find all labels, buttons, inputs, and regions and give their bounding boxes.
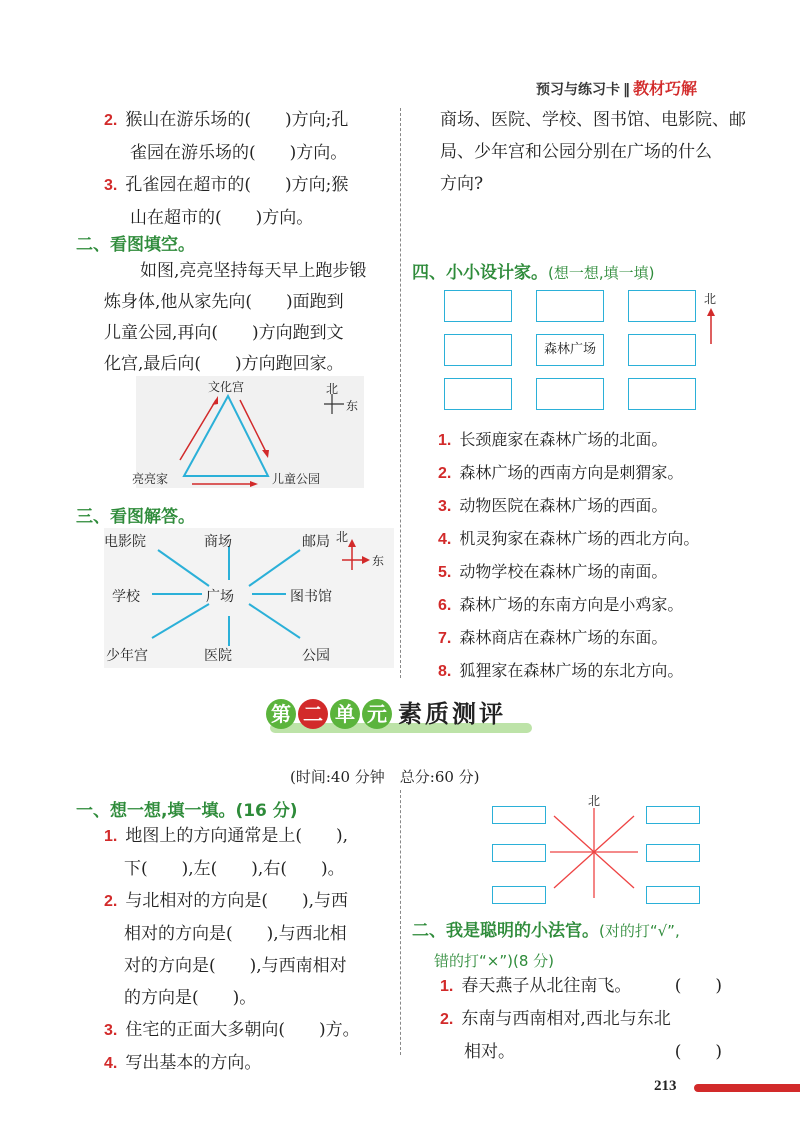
item-num: 1. — [440, 978, 454, 995]
q-line: 与北相对的方向是( ),与西 — [125, 891, 349, 911]
item-num: 8. — [438, 663, 452, 680]
item-num: 2. — [438, 465, 452, 482]
item-text: 森林广场的西南方向是刺猬家。 — [459, 463, 684, 482]
list-item — [438, 622, 699, 655]
item-text: 动物学校在森林广场的南面。 — [459, 562, 668, 581]
grid-box-w[interactable] — [444, 334, 512, 366]
page-header — [536, 76, 697, 99]
q-line: 写出基本的方向。 — [125, 1053, 262, 1073]
exam-section-2-title — [412, 916, 680, 976]
item-num: 3. — [438, 498, 452, 515]
item-text: 森林广场的东南方向是小鸡家。 — [459, 595, 684, 614]
page-number-bar — [694, 1084, 800, 1092]
q-line: 的方向是( )。 — [124, 988, 257, 1008]
sec4-subtitle: (想一想,填一填) — [548, 264, 655, 282]
compass-box-w[interactable] — [492, 844, 546, 862]
item-line: 山在超市的( )方向。 — [130, 208, 314, 228]
compass-box-nw[interactable] — [492, 806, 546, 824]
q-line: 对的方向是( ),与西南相对 — [124, 956, 347, 976]
compass-north-label: 北 — [588, 794, 601, 808]
item-text: 狐狸家在森林广场的东北方向。 — [459, 661, 684, 680]
label-childrens-park: 儿童公园 — [272, 472, 321, 486]
sec2-title-line2: 错的打“×”)(8 分) — [434, 952, 554, 970]
grid-box-n[interactable] — [536, 290, 604, 322]
q-line: 下( ),左( ),右( )。 — [124, 859, 345, 879]
header-divider: ‖ — [623, 82, 630, 98]
q3-line: 商场、医院、学校、图书馆、电影院、邮 — [440, 110, 746, 130]
q-line: 相对。 — [464, 1042, 515, 1062]
sec2-title-text: 二、我是聪明的小法官。 — [412, 921, 599, 941]
q-line: 住宅的正面大多朝向( )方。 — [125, 1020, 360, 1040]
sec2-line: 炼身体,他从家先向( )面跑到 — [104, 292, 344, 312]
answer-paren[interactable]: ( ) — [674, 976, 722, 996]
section-2-text — [104, 256, 366, 380]
list-item — [438, 457, 699, 490]
label-library: 图书馆 — [290, 589, 332, 605]
grid-box-nw[interactable] — [444, 290, 512, 322]
compass-box-se[interactable] — [646, 886, 700, 904]
sec2-line: 如图,亮亮坚持每天早上跑步锻 — [140, 261, 367, 281]
compass-box-sw[interactable] — [492, 886, 546, 904]
q3-continuation — [440, 104, 746, 200]
label-hospital: 医院 — [204, 648, 232, 664]
q3-line: 局、少年宫和公园分别在广场的什么 — [440, 142, 712, 162]
label-plaza: 广场 — [206, 589, 234, 605]
item-text: 机灵狗家在森林广场的西北方向。 — [459, 529, 700, 548]
sec2-line: 化宫,最后向( )方向跑回家。 — [104, 354, 344, 374]
item-num: 7. — [438, 630, 452, 647]
design-grid — [440, 288, 730, 413]
exam-section-1-title: 一、想一想,填一填。(16 分) — [76, 801, 298, 821]
grid-box-e[interactable] — [628, 334, 696, 366]
item-num: 6. — [438, 597, 452, 614]
column-divider-lower — [400, 790, 401, 1055]
star-figure — [104, 528, 394, 668]
list-item — [438, 523, 699, 556]
banner-char: 元 — [362, 699, 392, 729]
list-item — [438, 424, 699, 457]
exam-section-2 — [440, 970, 730, 1068]
grid-box-se[interactable] — [628, 378, 696, 410]
label-liangliang-home: 亮亮家 — [132, 472, 169, 486]
compass-north-label: 北 — [326, 382, 339, 396]
banner-title: 素质测评 — [398, 700, 506, 728]
header-left: 预习与练习卡 — [536, 82, 620, 98]
label-cultural-palace: 文化宫 — [208, 380, 245, 394]
section-4-title — [412, 258, 654, 283]
time-info: (时间:40 分钟 总分:60 分) — [290, 768, 480, 786]
q-line: 春天燕子从北往南飞。 — [461, 976, 632, 996]
q-line: 东南与西南相对,西北与东北 — [461, 1009, 671, 1029]
exam-section-1 — [104, 820, 360, 1080]
banner-char: 第 — [266, 699, 296, 729]
design-items-list — [438, 424, 699, 688]
label-youth-palace: 少年宫 — [106, 648, 148, 664]
item-text: 长颈鹿家在森林广场的北面。 — [459, 430, 668, 449]
compass-east-label: 东 — [372, 554, 385, 568]
grid-box-sw[interactable] — [444, 378, 512, 410]
page-number: 213 — [654, 1078, 677, 1094]
list-item — [438, 490, 699, 523]
left-item-2 — [104, 104, 348, 234]
label-mall: 商场 — [204, 534, 232, 550]
banner-char: 单 — [330, 699, 360, 729]
label-park: 公园 — [302, 648, 330, 664]
item-num: 1. — [104, 828, 118, 845]
column-divider — [400, 108, 401, 678]
compass-east-label: 东 — [346, 399, 359, 413]
compass-north-label: 北 — [336, 530, 349, 544]
label-cinema: 电影院 — [104, 534, 146, 550]
north-arrow-icon — [705, 306, 717, 346]
label-post-office: 邮局 — [302, 534, 330, 550]
compass-box-e[interactable] — [646, 844, 700, 862]
list-item — [438, 556, 699, 589]
sec2-line: 儿童公园,再向( )方向跑到文 — [104, 323, 344, 343]
q3-line: 方向? — [440, 174, 484, 194]
label-school: 学校 — [112, 589, 140, 605]
item-num: 5. — [438, 564, 452, 581]
banner-char: 二 — [298, 699, 328, 729]
grid-box-s[interactable] — [536, 378, 604, 410]
header-right: 教材巧解 — [633, 79, 698, 98]
compass-north-label: 北 — [704, 292, 717, 306]
item-num: 1. — [438, 432, 452, 449]
list-item — [438, 655, 699, 688]
item-num: 4. — [104, 1055, 118, 1072]
item-text: 动物医院在森林广场的西面。 — [459, 496, 668, 515]
compass-box-ne[interactable] — [646, 806, 700, 824]
q-line: 相对的方向是( ),与西北相 — [124, 924, 347, 944]
item-num: 2. — [104, 893, 118, 910]
section-2-title: 二、看图填空。 — [76, 235, 195, 255]
item-num: 4. — [438, 531, 452, 548]
item-num: 2. — [440, 1011, 454, 1028]
item-text: 森林商店在森林广场的东面。 — [459, 628, 668, 647]
item-line: 猴山在游乐场的( )方向;孔 — [125, 110, 349, 130]
triangle-figure — [132, 376, 364, 488]
item-line: 孔雀园在超市的( )方向;猴 — [125, 175, 349, 195]
item-line: 雀园在游乐场的( )方向。 — [130, 143, 348, 163]
sec2-title-tail: (对的打“√”, — [599, 922, 680, 940]
grid-box-ne[interactable] — [628, 290, 696, 322]
item-num: 2. — [104, 112, 118, 129]
section-3-title: 三、看图解答。 — [76, 507, 195, 527]
item-num: 3. — [104, 177, 118, 194]
answer-paren[interactable]: ( ) — [674, 1042, 722, 1062]
grid-box-center: 森林广场 — [536, 334, 604, 366]
sec4-title-text: 四、小小设计家。 — [412, 263, 548, 283]
item-num: 3. — [104, 1022, 118, 1039]
list-item — [438, 589, 699, 622]
compass-figure — [490, 794, 708, 912]
q-line: 地图上的方向通常是上( ), — [125, 826, 349, 846]
